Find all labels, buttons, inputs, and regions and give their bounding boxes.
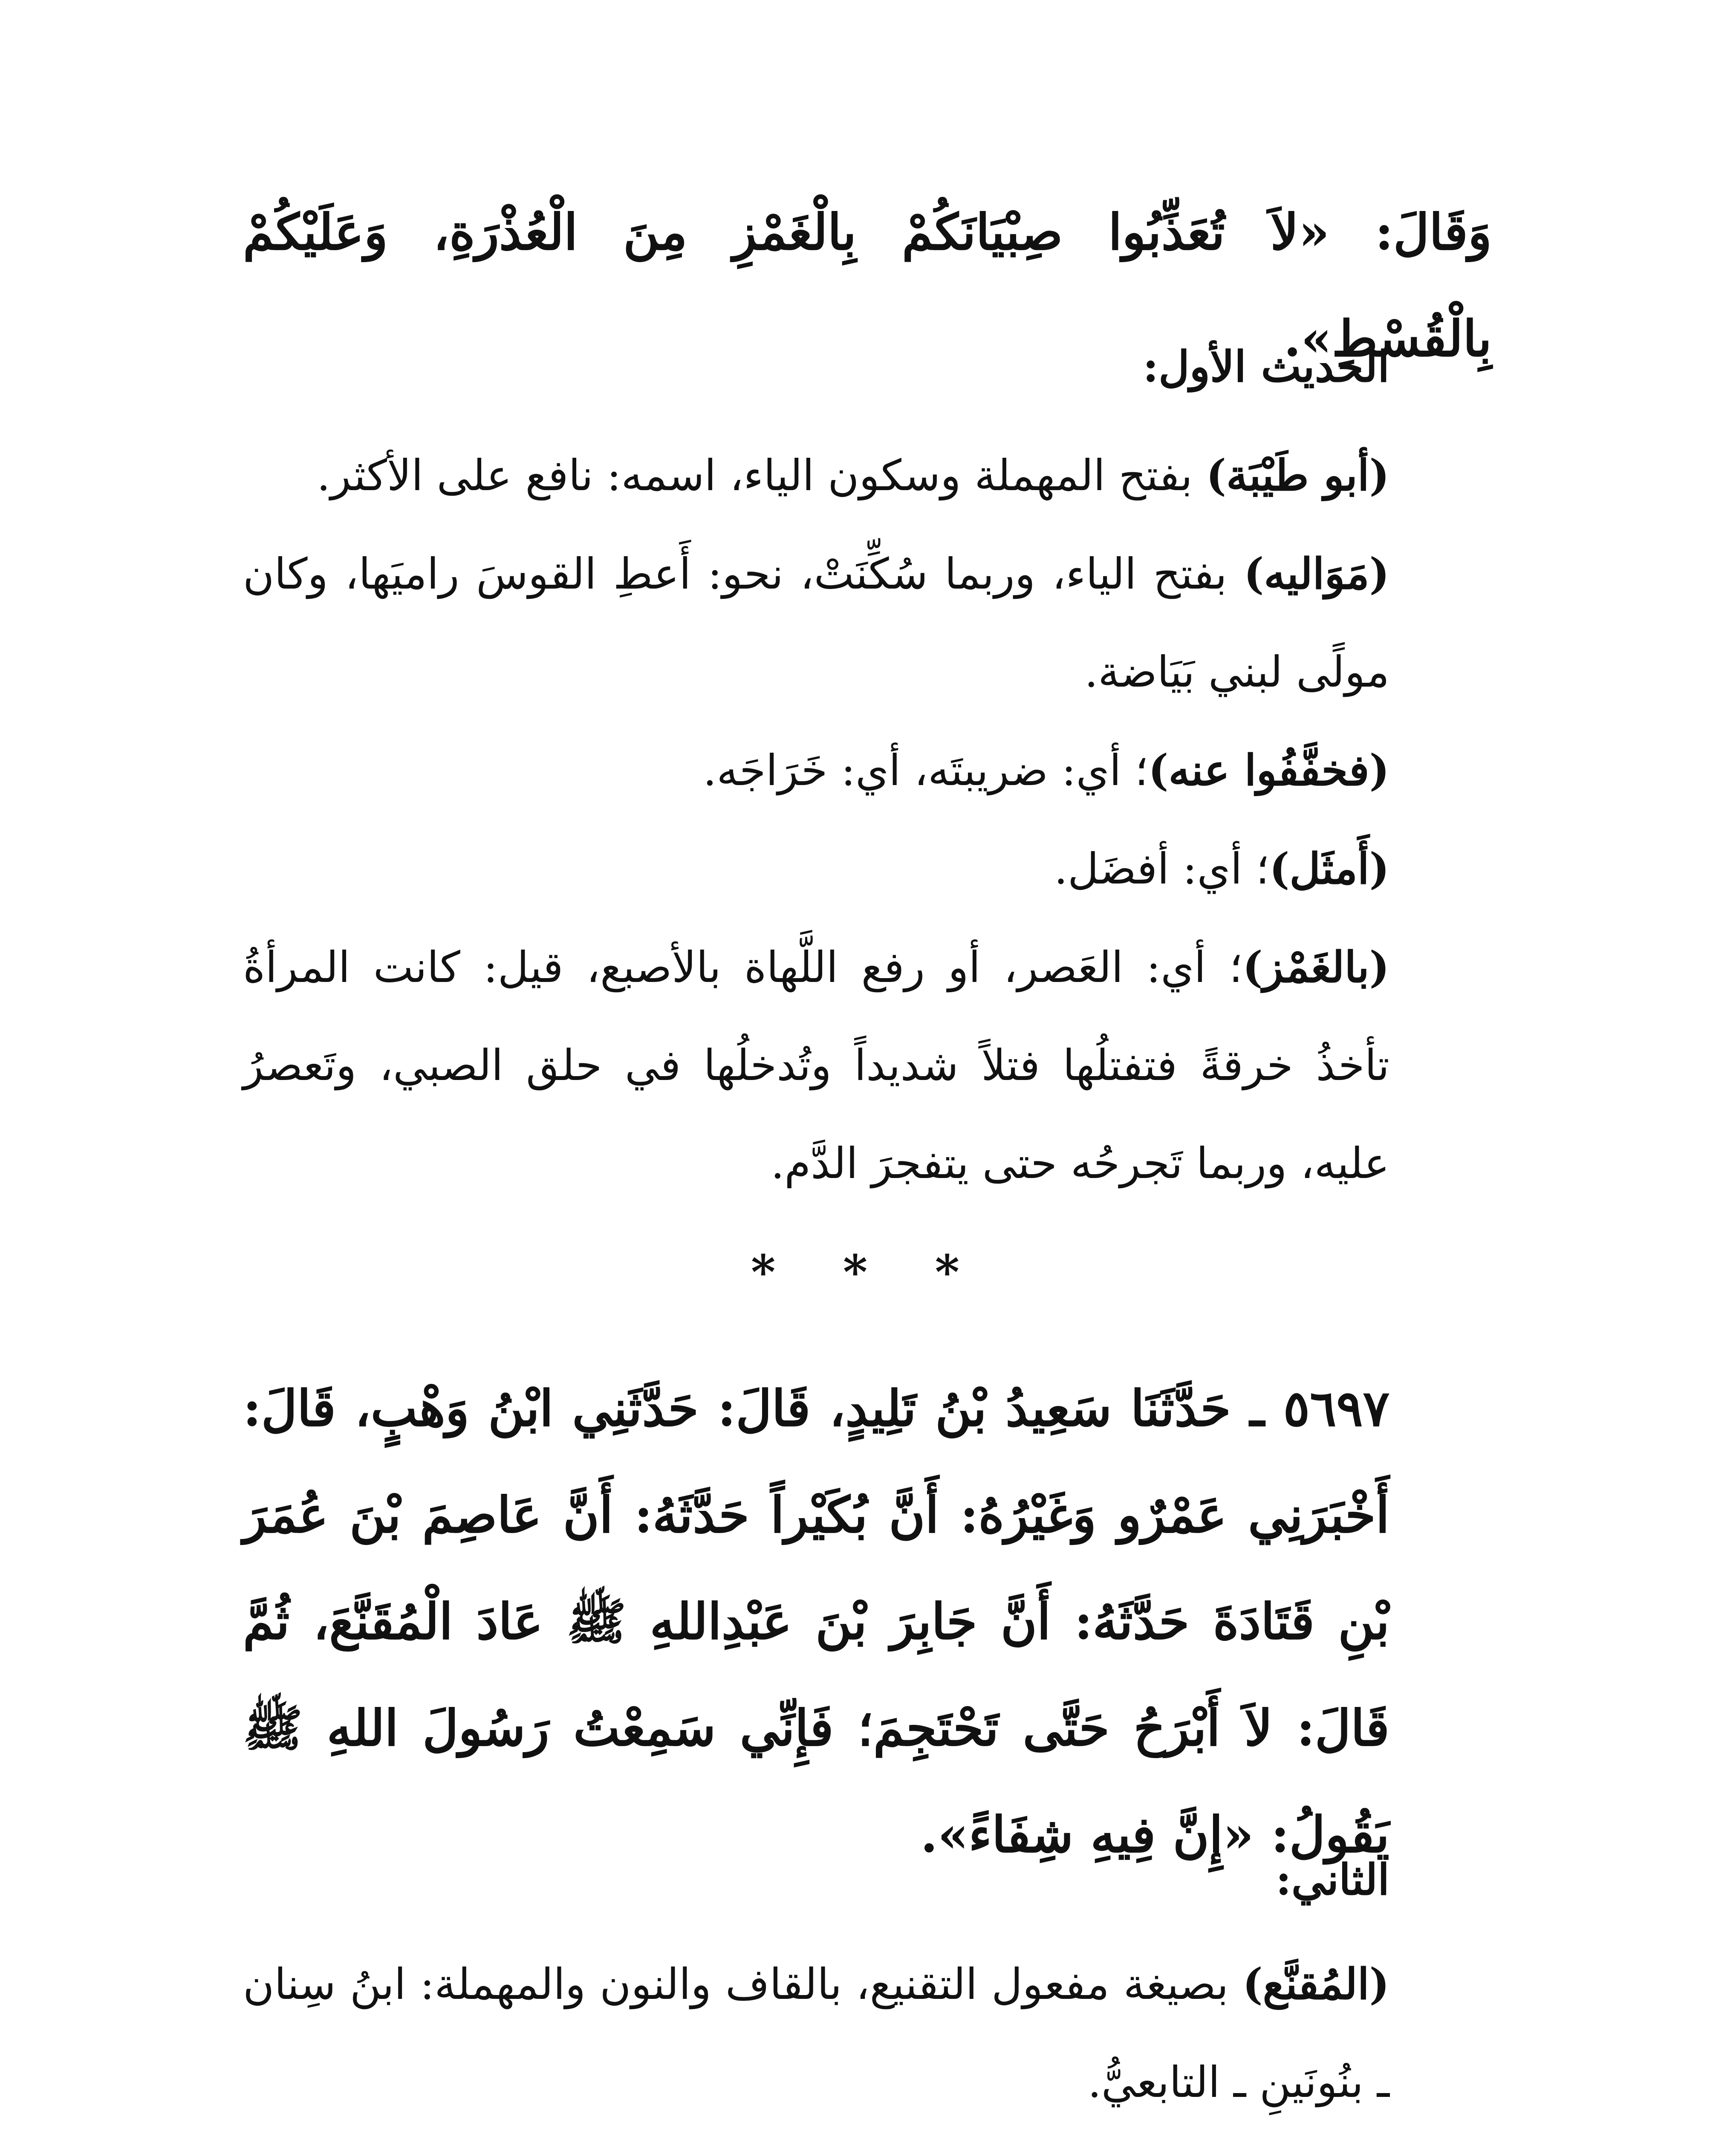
- hadith-number: ٥٦٩٧: [1283, 1380, 1389, 1438]
- gloss-text: بفتح الياء، وربما سُكِّنَتْ، نحو: أَعطِ القوسَ راميَها، وكان مولًى لبني بَيَاضة.: [243, 549, 1389, 697]
- second-commentary-body: [243, 1935, 1492, 2131]
- gloss-text: ؛ أي: العَصر، أو رفع اللَّهاة بالأصبع، قيل: كانت المرأةُ تأخذُ خرقةً فتفتلُها فتلاً شديداً وتُدخلُها في حلق الصبي، وتَعصرُ عليه، وربما تَجرحُه حتى يتفجرَ الدَّم.: [243, 942, 1390, 1188]
- gloss-term: (مَوَاليه): [1244, 549, 1389, 599]
- section-separator: * * *: [751, 1245, 985, 1299]
- gloss-amthal: [243, 820, 1492, 918]
- gloss-text: بفتح المهملة وسكون الياء، اسمه: نافع على الأكثر.: [317, 450, 1206, 500]
- gloss-muqanna: [243, 1935, 1492, 2131]
- gloss-text: ؛ أي: أفضَل.: [1054, 844, 1270, 894]
- gloss-term: (بالغَمْز): [1242, 942, 1389, 992]
- gloss-mawalih: [243, 525, 1492, 721]
- first-commentary-body: [243, 426, 1492, 1213]
- first-commentary-heading: [243, 324, 1492, 409]
- gloss-term: (فخفَّفُوا عنه): [1148, 745, 1389, 795]
- gloss-term: (أبو طَيْبَة): [1206, 450, 1389, 500]
- gloss-text: بصيغة مفعول التقنيع، بالقاف والنون والمهملة: ابنُ سِنان ـ بنُونَينِ ـ التابعيُّ.: [243, 1959, 1389, 2107]
- intro-hadith-text: وَقَالَ: «لاَ تُعَذِّبُوا صِبْيَانَكُمْ بِالْغَمْزِ مِنَ الْعُذْرَةِ، وَعَلَيْكُمْ بِالْقُسْطِ».: [243, 203, 1492, 368]
- gloss-bilghamz: [243, 918, 1492, 1213]
- gloss-abu-tayba: [243, 426, 1492, 525]
- gloss-text: ؛ أي: ضريبتَه، أي: خَرَاجَه.: [703, 745, 1149, 795]
- gloss-term: (المُقنَّع): [1242, 1959, 1389, 2009]
- gloss-khaffafu: [243, 721, 1492, 820]
- first-heading-text: الحديث الأول:: [1143, 341, 1389, 392]
- hadith-5697-paragraph: [243, 1355, 1492, 1888]
- second-heading-text: الثاني:: [1276, 1854, 1389, 1905]
- gloss-term: (أَمثَل): [1269, 843, 1389, 894]
- hadith-text: ـ حَدَّثَنَا سَعِيدُ بْنُ تَلِيدٍ، قَالَ: حَدَّثَنِي ابْنُ وَهْبٍ، قَالَ: أَخْبَرَنِي عَمْرٌو وَغَيْرُهُ: أَنَّ بُكَيْراً حَدَّثَهُ: أَنَّ عَاصِمَ بْنَ عُمَرَ بْنِ قَتَادَةَ حَدَّثَهُ: أَنَّ جَابِرَ بْنَ عَبْدِاللهِ ﷺ عَادَ الْمُقَنَّعَ، ثُمَّ قَالَ: لاَ أَبْرَحُ حَتَّى تَحْتَجِمَ؛ فَإِنِّي سَمِعْتُ رَسُولَ اللهِ ﷺ يَقُولُ: «إِنَّ فِيهِ شِفَاءً».: [243, 1380, 1389, 1864]
- hadith-5697: [243, 1355, 1492, 1888]
- second-commentary-heading: [243, 1837, 1492, 1922]
